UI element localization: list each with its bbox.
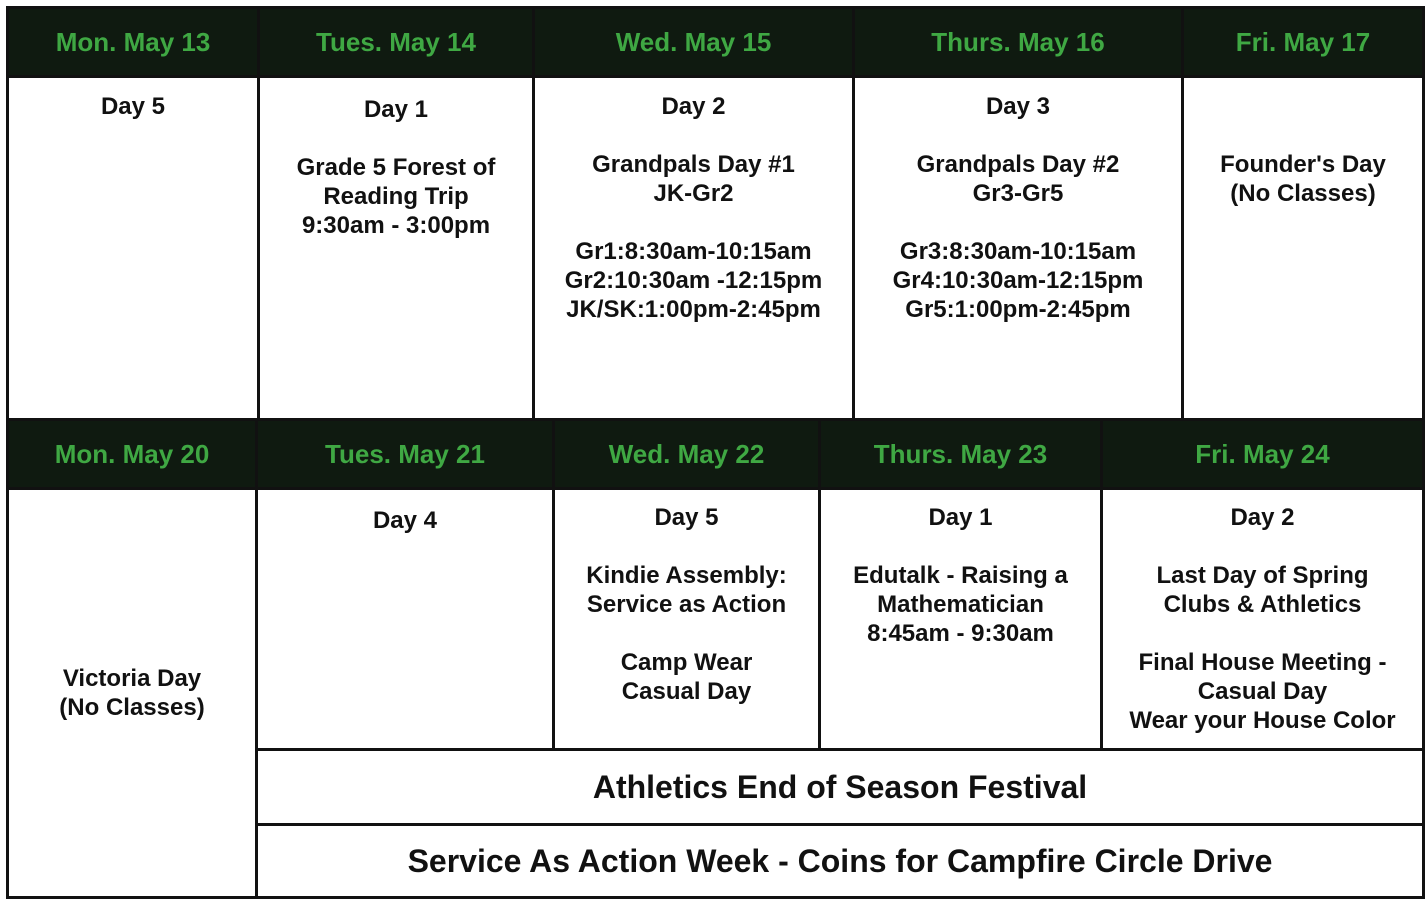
event-final-house-meeting: Final House Meeting - Casual Day Wear your House Color: [1129, 649, 1396, 734]
event-forest-trip: Grade 5 Forest of Reading Trip 9:30am - 3:00pm: [296, 154, 496, 239]
header-fri-may-24: Fri. May 24: [1102, 420, 1424, 489]
week-may-20-table: [6, 418, 1425, 899]
week2-body-row: [8, 489, 1424, 750]
header-tue-may-21: Tues. May 21: [257, 420, 554, 489]
grandpals-schedule: Gr3:8:30am-10:15am Gr4:10:30am-12:15pm Gr5:1:00pm-2:45pm: [892, 238, 1144, 323]
cell-tue-may-21: [257, 489, 554, 750]
banner-service-as-action-week: Service As Action Week - Coins for Campfire Circle Drive: [257, 825, 1424, 898]
cell-mon-may-13: [8, 77, 259, 428]
event-grandpals-day-2: Grandpals Day #2 Gr3-Gr5: [916, 151, 1120, 207]
cell-mon-may-20: [8, 489, 257, 898]
day-number: Day 4: [372, 507, 438, 534]
banner-athletics-festival: Athletics End of Season Festival: [257, 750, 1424, 825]
day-number: Day 1: [928, 504, 993, 531]
no-classes-note: (No Classes): [59, 694, 205, 721]
day-number: Day 1: [363, 96, 429, 123]
week2-header-row: [8, 420, 1424, 489]
header-mon-may-20: Mon. May 20: [8, 420, 257, 489]
header-tue-may-14: Tues. May 14: [259, 8, 534, 77]
no-classes-note: (No Classes): [1230, 180, 1376, 207]
header-mon-may-13: Mon. May 13: [8, 8, 259, 77]
day-number: Day 2: [1230, 504, 1295, 531]
event-victoria-day: Victoria Day: [62, 665, 202, 692]
event-last-day-clubs: Last Day of Spring Clubs & Athletics: [1156, 562, 1369, 618]
header-thu-may-16: Thurs. May 16: [854, 8, 1183, 77]
week-may-13-table: [6, 6, 1425, 429]
cell-fri-may-17: [1183, 77, 1424, 428]
event-edutalk: Edutalk - Raising a Mathematician 8:45am - 9:30am: [853, 562, 1068, 647]
day-number: Day 2: [661, 93, 726, 120]
grandpals-schedule: Gr1:8:30am-10:15am Gr2:10:30am -12:15pm JK/SK:1:00pm-2:45pm: [564, 238, 823, 323]
header-wed-may-22: Wed. May 22: [554, 420, 820, 489]
cell-wed-may-15: [534, 77, 854, 428]
day-number: Day 3: [985, 93, 1051, 120]
header-wed-may-15: Wed. May 15: [534, 8, 854, 77]
week1-body-row: [8, 77, 1424, 428]
event-kindie-assembly: Kindie Assembly: Service as Action: [586, 562, 787, 618]
cell-fri-may-24: [1102, 489, 1424, 750]
cell-thu-may-23: [820, 489, 1102, 750]
event-camp-wear: Camp Wear Casual Day: [620, 649, 753, 705]
event-grandpals-day-1: Grandpals Day #1 JK-Gr2: [592, 151, 795, 207]
cell-thu-may-16: [854, 77, 1183, 428]
header-fri-may-17: Fri. May 17: [1183, 8, 1424, 77]
cell-tue-may-14: [259, 77, 534, 428]
header-thu-may-23: Thurs. May 23: [820, 420, 1102, 489]
week1-header-row: [8, 8, 1424, 77]
day-number: Day 5: [100, 93, 166, 120]
event-founders-day: Founder's Day: [1220, 151, 1386, 178]
day-number: Day 5: [654, 504, 719, 531]
cell-wed-may-22: [554, 489, 820, 750]
